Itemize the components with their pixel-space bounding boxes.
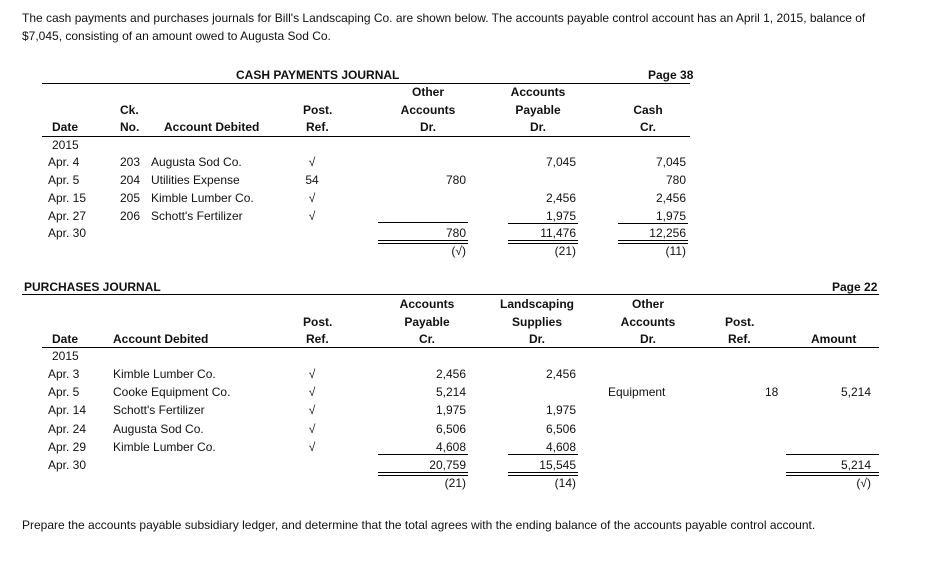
col-header-account: Account Debited <box>113 332 209 346</box>
total-date: Apr. 30 <box>48 458 87 472</box>
row-ck: 206 <box>120 209 141 223</box>
row-ck: 203 <box>120 155 141 169</box>
row-ap: 1,975 <box>435 403 466 417</box>
row-other: Equipment <box>608 385 666 399</box>
row-ck: 205 <box>120 191 141 205</box>
col-header-ap: Cr. <box>418 332 435 346</box>
col-header-post: Post. <box>725 315 755 329</box>
year-label: 2015 <box>52 138 79 152</box>
row-cash: 1,975 <box>655 209 686 223</box>
row-cash: 7,045 <box>655 155 686 169</box>
row-ref: √ <box>308 209 316 223</box>
col-header-date: Date <box>52 120 79 134</box>
row-date: Apr. 27 <box>48 209 87 223</box>
row-date: Apr. 15 <box>48 191 87 205</box>
postref-amount: (√) <box>856 476 871 490</box>
row-ref: √ <box>308 367 316 381</box>
purchases-journal-title: PURCHASES JOURNAL <box>24 280 161 294</box>
ap-subtotal-rule <box>378 454 468 455</box>
row-date: Apr. 14 <box>48 403 87 417</box>
row-amount: 5,214 <box>840 385 871 399</box>
col-header-ap: Dr. <box>529 120 546 134</box>
cash-journal-top-rule <box>42 83 690 84</box>
row-date: Apr. 5 <box>48 385 80 399</box>
col-header-ap: Payable <box>404 315 450 329</box>
col-header-supplies: Landscaping <box>499 297 574 311</box>
col-header-other: Other <box>411 85 444 99</box>
col-header-ap: Accounts <box>510 85 566 99</box>
col-header-other: Other <box>631 297 664 311</box>
row-date: Apr. 3 <box>48 367 80 381</box>
row-supplies: 6,506 <box>545 422 576 436</box>
row-ref: √ <box>308 403 316 417</box>
col-header-ap: Payable <box>515 103 561 117</box>
row-ref: √ <box>308 422 316 436</box>
cash-journal-page: Page 38 <box>648 68 694 82</box>
col-header-ap: Accounts <box>399 297 455 311</box>
row-account: Kimble Lumber Co. <box>113 440 216 454</box>
purchases-journal-header-rule <box>42 347 879 348</box>
row-date: Apr. 24 <box>48 422 87 436</box>
col-header-other: Dr. <box>419 120 436 134</box>
total-supplies: 15,545 <box>539 458 576 472</box>
row-ck: 204 <box>120 173 141 187</box>
col-header-ck: No. <box>120 120 140 134</box>
row-ref: √ <box>308 440 316 454</box>
col-header-post: Ref. <box>306 120 329 134</box>
instruction-text: Prepare the accounts payable subsidiary ledger, and determine that the total agrees with the ending balance of the accounts payable control account. <box>22 518 816 532</box>
row-account: Kimble Lumber Co. <box>113 367 216 381</box>
total-ap: 11,476 <box>540 226 576 240</box>
purchases-journal-page: Page 22 <box>832 280 878 294</box>
row-supplies: 2,456 <box>545 367 576 381</box>
row-ap: 2,456 <box>545 191 576 205</box>
cash-subtotal-rule <box>618 223 688 224</box>
col-header-date: Date <box>52 332 79 346</box>
col-header-post: Ref. <box>306 332 329 346</box>
row-date: Apr. 4 <box>48 155 80 169</box>
row-cash: 2,456 <box>655 191 686 205</box>
purchases-journal-top-rule <box>22 294 879 295</box>
row-account: Augusta Sod Co. <box>151 155 242 169</box>
col-header-ck: Ck. <box>120 103 139 117</box>
row-supplies: 1,975 <box>545 403 576 417</box>
row-ref: 54 <box>305 173 319 187</box>
col-header-supplies: Dr. <box>528 332 545 346</box>
ap-subtotal-rule <box>508 223 578 224</box>
row-account: Kimble Lumber Co. <box>151 191 254 205</box>
postref-supplies: (14) <box>554 476 576 490</box>
other-subtotal-rule <box>378 222 468 223</box>
row-date: Apr. 5 <box>48 173 80 187</box>
total-other: 780 <box>445 226 466 240</box>
col-header-post: Post. <box>303 103 333 117</box>
row-ap: 4,608 <box>435 440 466 454</box>
amount-subtotal-rule <box>786 454 879 455</box>
cash-journal-header-rule <box>42 136 690 137</box>
row-ap: 2,456 <box>435 367 466 381</box>
total-cash: 12,256 <box>649 226 686 240</box>
row-ref: √ <box>308 385 316 399</box>
row-date: Apr. 29 <box>48 440 87 454</box>
cash-journal-title: CASH PAYMENTS JOURNAL <box>236 68 400 82</box>
row-ap: 5,214 <box>435 385 466 399</box>
col-header-other: Dr. <box>639 332 656 346</box>
postref-other: (√) <box>451 244 466 258</box>
year-label: 2015 <box>52 349 79 363</box>
col-header-other: Accounts <box>620 315 676 329</box>
total-date: Apr. 30 <box>48 226 87 240</box>
row-cash: 780 <box>665 173 686 187</box>
col-header-cash: Cash <box>633 103 663 117</box>
col-header-cash: Cr. <box>639 120 656 134</box>
postref-ap: (21) <box>444 476 466 490</box>
col-header-account: Account Debited <box>164 120 260 134</box>
row-ap: 1,975 <box>545 209 576 223</box>
intro-text: The cash payments and purchases journals for Bill's Landscaping Co. are shown below. The accounts payable control account has an April 1, 2015, balance of $7,045, consisting of an amount owed to Augusta Sod Co. <box>22 11 866 43</box>
row-supplies: 4,608 <box>545 440 576 454</box>
row-ap: 6,506 <box>435 422 466 436</box>
col-header-supplies: Supplies <box>511 315 562 329</box>
row-ref: √ <box>308 191 316 205</box>
row-ref: √ <box>308 155 316 169</box>
total-amount: 5,214 <box>840 458 871 472</box>
row-account: Utilities Expense <box>151 173 240 187</box>
row-account: Augusta Sod Co. <box>113 422 204 436</box>
row-other: 780 <box>445 173 466 187</box>
postref-cash: (11) <box>665 244 686 258</box>
postref-ap: (21) <box>554 244 576 258</box>
row-ap: 7,045 <box>545 155 576 169</box>
row-account: Cooke Equipment Co. <box>113 385 231 399</box>
col-header-amount: Amount <box>811 332 857 346</box>
col-header-post: Post. <box>303 315 333 329</box>
row-other-ref: 18 <box>765 385 779 399</box>
total-ap: 20,759 <box>429 458 466 472</box>
col-header-post: Ref. <box>728 332 751 346</box>
supplies-subtotal-rule <box>508 454 578 455</box>
col-header-other: Accounts <box>400 103 456 117</box>
row-account: Schott's Fertilizer <box>151 209 243 223</box>
row-account: Schott's Fertilizer <box>113 403 205 417</box>
